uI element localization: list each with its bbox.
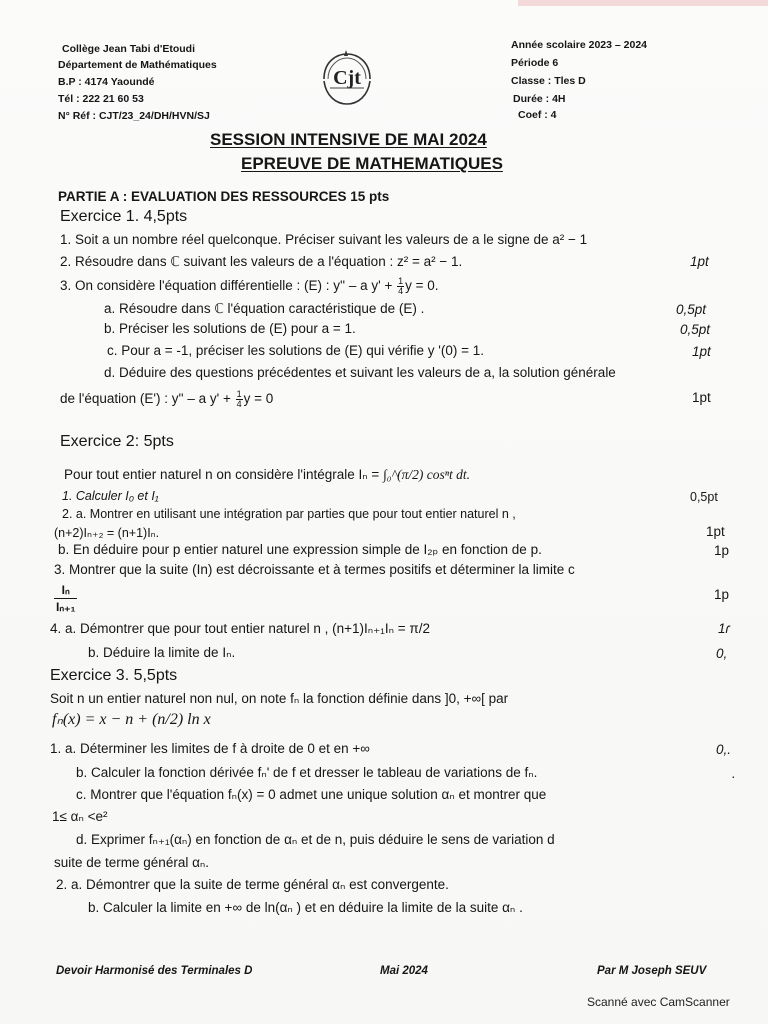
reference-number: N° Réf : CJT/23_24/DH/HVN/SJ	[58, 110, 210, 122]
ex1-question-3c: c. Pour a = -1, préciser les solutions de (E) qui vérifie y '(0) = 1.	[107, 343, 484, 358]
ex2-question-4a: 4. a. Démontrer que pour tout entier naturel n , (n+1)Iₙ₊₁Iₙ = π/2	[50, 621, 430, 636]
department-name: Département de Mathématiques	[58, 59, 217, 71]
ex2-intro: Pour tout entier naturel n on considère l'intégrale Iₙ = ∫₀^(π/2) cosⁿt dt.	[64, 467, 471, 482]
ex1-question-3d-equation: de l'équation (E') : y'' – a y' + $\frac{1}{4}$ y = 0	[60, 389, 274, 409]
ex2-q1-points: 0,5pt	[690, 490, 718, 504]
ex2-question-2a: 2. a. Montrer en utilisant une intégration par parties que pour tout entier naturel n ,	[62, 507, 516, 521]
scan-edge-mark	[518, 0, 768, 6]
school-name: Collège Jean Tabi d'Etoudi	[62, 43, 195, 55]
footer-exam-name: Devoir Harmonisé des Terminales D	[56, 965, 253, 977]
ex1-q3d-points: 1pt	[692, 390, 711, 405]
ex3-question-2b: b. Calculer la limite en +∞ de ln(αₙ ) et en déduire la limite de la suite αₙ .	[88, 900, 523, 915]
exam-title: EPREUVE DE MATHEMATIQUES	[241, 154, 503, 173]
school-year: Année scolaire 2023 – 2024	[511, 39, 648, 51]
ex1-q2-points: 1pt	[690, 254, 709, 269]
ex3-question-1d: d. Exprimer fₙ₊₁(αₙ) en fonction de αₙ et de n, puis déduire le sens de variation d	[76, 832, 555, 847]
exercise-2-title: Exercice 2: 5pts	[60, 433, 174, 450]
ex3-question-1c: c. Montrer que l'équation fₙ(x) = 0 admet une unique solution αₙ et montrer que	[76, 787, 547, 802]
ex2-q2a-points: 1pt	[706, 524, 725, 539]
ex1-question-2: 2. Résoudre dans ℂ suivant les valeurs de a l'équation : z² = a² − 1.	[60, 254, 463, 269]
ex3-intro: Soit n un entier naturel non nul, on note fₙ la fonction définie dans ]0, +∞[ par	[50, 691, 509, 706]
part-a-heading: PARTIE A : EVALUATION DES RESSOURCES 15 pts	[58, 189, 390, 204]
ex1-question-3: 3. On considère l'équation différentielle : (E) : y'' – a y' + $\frac{1}{4}$ y = 0.	[60, 276, 439, 296]
ex2-q4b-points: 0,	[716, 646, 728, 661]
footer-author: Par M Joseph SEUV	[597, 965, 707, 977]
ex3-question-1d-sequence: suite de terme général αₙ.	[54, 855, 210, 870]
footer-date: Mai 2024	[380, 965, 428, 977]
ex1-q3b-points: 0,5pt	[680, 322, 711, 337]
school-logo-icon	[316, 48, 378, 110]
ex1-q3c-points: 1pt	[692, 344, 711, 359]
postal-box: B.P : 4174 Yaoundé	[58, 76, 155, 88]
ex2-question-1: 1. Calculer I₀ et I₁	[62, 489, 159, 503]
ex3-question-1a: 1. a. Déterminer les limites de f à droite de 0 et en +∞	[50, 741, 370, 756]
period: Période 6	[511, 57, 559, 69]
ex1-q3a-points: 0,5pt	[676, 302, 707, 317]
camscanner-watermark: Scanné avec CamScanner	[587, 995, 730, 1009]
ex3-formula: fₙ(x) = x − n + (n/2) ln x	[52, 711, 211, 728]
ex1-question-3b: b. Préciser les solutions de (E) pour a = 1.	[104, 321, 356, 336]
duration: Durée : 4H	[513, 93, 566, 105]
ex2-q4a-points: 1ɾ	[718, 621, 731, 636]
ex2-question-3: 3. Montrer que la suite (In) est décroissante et à termes positifs et déterminer la limite c	[54, 562, 575, 577]
ex2-q3-points: 1p	[714, 587, 730, 602]
ex2-question-2b: b. En déduire pour p entier naturel une expression simple de I₂ₚ en fonction de p.	[58, 542, 542, 557]
exercise-1-title: Exercice 1. 4,5pts	[60, 208, 188, 225]
ex2-question-2a-relation: (n+2)Iₙ₊₂ = (n+1)Iₙ.	[54, 526, 160, 540]
ex3-question-1c-bounds: 1≤ αₙ <e²	[52, 809, 108, 824]
phone-number: Tél : 222 21 60 53	[58, 93, 144, 105]
session-title: SESSION INTENSIVE DE MAI 2024	[210, 130, 487, 149]
ex3-q1a-points: 0,.	[716, 742, 732, 757]
exercise-3-title: Exercice 3. 5,5pts	[50, 667, 178, 684]
ex1-question-3d: d. Déduire des questions précédentes et suivant les valeurs de a, la solution générale	[104, 365, 616, 380]
ex3-question-1b: b. Calculer la fonction dérivée fₙ' de f et dresser le tableau de variations de fₙ.	[76, 765, 538, 780]
class-level: Classe : Tles D	[511, 75, 586, 87]
coefficient: Coef : 4	[518, 109, 557, 121]
ex3-q1b-points: .	[732, 766, 736, 781]
ex3-question-2a: 2. a. Démontrer que la suite de terme général αₙ est convergente.	[56, 877, 449, 892]
ex2-q3-ratio: Iₙ Iₙ₊₁	[56, 583, 76, 614]
ex2-q2b-points: 1p	[714, 543, 730, 558]
svg-text:Cjt: Cjt	[333, 67, 361, 89]
ex1-question-3a: a. Résoudre dans ℂ l'équation caractéristique de (E) .	[104, 301, 425, 316]
ex2-question-4b: b. Déduire la limite de Iₙ.	[88, 645, 236, 660]
ex1-question-1: 1. Soit a un nombre réel quelconque. Préciser suivant les valeurs de a le signe de a² − 1	[60, 232, 588, 247]
